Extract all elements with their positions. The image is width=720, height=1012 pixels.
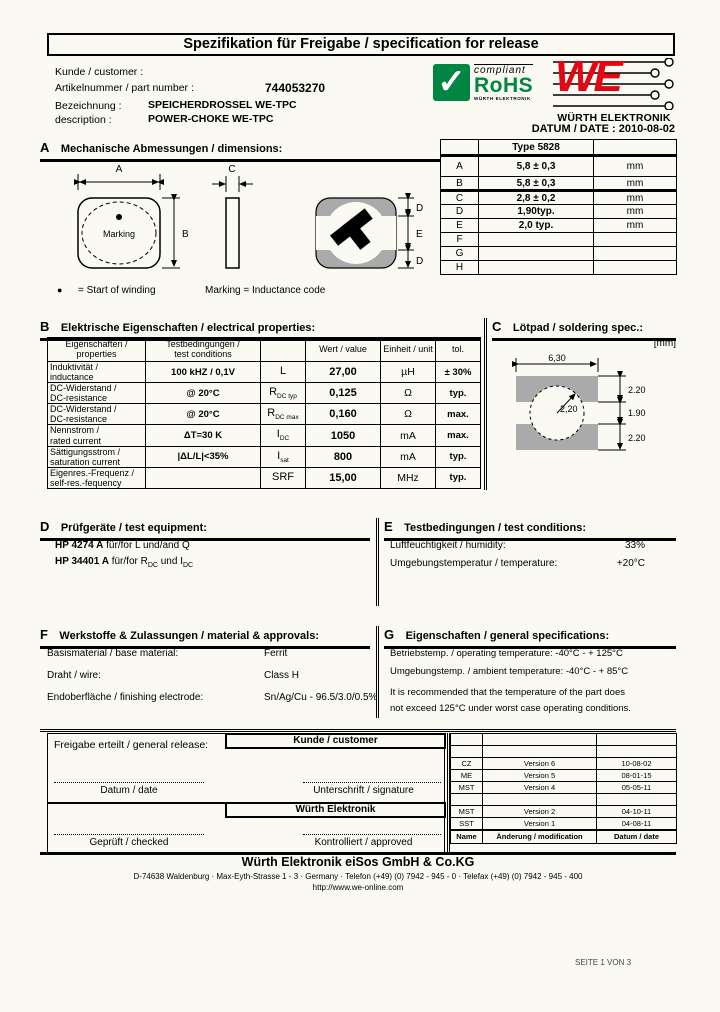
- date-signature-label: Datum / date: [100, 785, 158, 796]
- section-g-divider: [376, 626, 379, 718]
- checked-signature-line[interactable]: [54, 834, 204, 835]
- date-line: [400, 123, 675, 135]
- company-address: D-74638 Waldenburg · Max-Eyth-Strasse 1 - 3 · Germany · Telefon (+49) (0) 7942 - 945 - 0 · Telefax (+49) (0) 7942 - 945 - 400: [133, 872, 583, 881]
- company-name: Würth Elektronik eiSos GmbH & Co.KG: [241, 855, 475, 869]
- mechanical-drawings: [50, 158, 440, 286]
- pad-bottom-dim: 2.20: [628, 433, 646, 443]
- table-row: E 2,0 typ. mm: [441, 219, 677, 233]
- dim-label-e: E: [416, 229, 423, 240]
- release-block: [47, 733, 445, 853]
- section-e-divider: [376, 518, 379, 606]
- section-b-letter: B: [40, 319, 50, 334]
- table-row: [451, 734, 677, 746]
- winding-legend-text: = Start of winding: [78, 285, 156, 296]
- approved-signature-line[interactable]: [303, 834, 441, 835]
- section-f-title: Werkstoffe & Zulassungen / material & approvals:: [59, 630, 319, 642]
- we-brand-text: WÜRTH ELEKTRONIK: [557, 112, 671, 124]
- we-release-header: Würth Elektronik: [225, 802, 446, 818]
- description-value: POWER-CHOKE WE-TPC: [148, 113, 274, 125]
- customer-signature-label: Unterschrift / signature: [313, 785, 414, 796]
- wire-label: Draht / wire:: [47, 670, 101, 681]
- section-f-letter: F: [40, 627, 48, 642]
- table-row: Sättigungsstrom / saturation current |ΔL/L|<35% $I_{sat}$ 800 mA typ.: [48, 446, 481, 467]
- section-c-divider: [484, 318, 487, 490]
- table-row: ME Version 5 08-01-15: [451, 770, 677, 782]
- winding-dot-icon: ●: [57, 285, 63, 295]
- humidity-value: 33%: [624, 540, 645, 551]
- table-row: D 1,90typ. mm: [441, 205, 677, 219]
- designation-label: Bezeichnung :: [55, 100, 122, 112]
- section-c-letter: C: [492, 319, 502, 334]
- solder-pad-drawing: [498, 352, 676, 484]
- table-row: C 2,8 ± 0,2 mm: [441, 191, 677, 205]
- checked-label: Geprüft / checked: [89, 837, 169, 848]
- dim-label-d-top: D: [416, 203, 424, 214]
- test-equipment-line-2: HP 34401 A für/for $R_{DC}$ und $I_{DC}$: [55, 556, 194, 569]
- table-row: F: [441, 233, 677, 247]
- wire-value: Class H: [264, 670, 300, 681]
- part-number-label: Artikelnummer / part number :: [55, 82, 194, 94]
- section-c-title: Lötpad / soldering spec.:: [512, 322, 644, 334]
- approved-label: Kontrolliert / approved: [314, 837, 413, 848]
- description-label: description :: [55, 114, 112, 126]
- pad-width-dim: 6,30: [548, 353, 566, 363]
- dim-label-d-bottom: D: [416, 256, 424, 267]
- bottom-view-drawing: [316, 198, 423, 268]
- table-row: H: [441, 261, 677, 275]
- date-signature-line[interactable]: [54, 782, 204, 783]
- table-row: [451, 746, 677, 758]
- table-row: CZ Version 6 10-08-02: [451, 758, 677, 770]
- rohs-logo: [433, 64, 533, 101]
- electrical-table: [47, 337, 481, 489]
- dimension-table-header-row: [441, 140, 677, 156]
- company-website[interactable]: http://www.we-online.com: [312, 883, 404, 892]
- section-e-letter: E: [384, 519, 393, 534]
- section-g-title: Eigenschaften / general specifications:: [405, 630, 610, 642]
- section-d-title: Prüfgeräte / test equipment:: [60, 522, 207, 534]
- temperature-label: Umgebungstemperatur / temperature:: [390, 558, 558, 569]
- recommendation-line-1: It is recommended that the temperature of the part does: [390, 687, 625, 698]
- electrode-label: Endoberfläche / finishing electrode:: [47, 692, 204, 703]
- section-e-header: [384, 518, 676, 541]
- electrode-value: Sn/Ag/Cu - 96.5/3.0/0.5%: [264, 692, 378, 703]
- table-row: Induktivität / inductance 100 kHZ / 0,1V L 27,00 µH ± 30%: [48, 362, 481, 383]
- type-header: Type 5828: [479, 140, 594, 156]
- date-label: DATUM / DATE :: [531, 123, 616, 135]
- release-top-rule: [40, 729, 676, 732]
- customer-release-header: Kunde / customer: [225, 733, 446, 749]
- part-number-value: 744053270: [265, 81, 326, 95]
- rohs-compliant-text: compliant: [474, 64, 533, 76]
- recommendation-line-2: not exceed 125°C under worst case operating conditions.: [390, 703, 631, 714]
- table-row: SST Version 1 04-08-11: [451, 818, 677, 830]
- dim-label-c: C: [228, 164, 236, 175]
- top-view-drawing: [78, 164, 189, 268]
- side-view-drawing: [212, 164, 253, 268]
- mm-note: [mm]: [653, 338, 676, 349]
- section-a-letter: A: [40, 140, 50, 155]
- rohs-subtitle: WÜRTH ELEKTRONIK: [474, 96, 531, 101]
- table-row: B 5,8 ± 0,3 mm: [441, 177, 677, 191]
- humidity-label: Luftfeuchtigkeit / humidity:: [390, 540, 506, 551]
- dim-label-b: B: [182, 229, 189, 240]
- section-b-title: Elektrische Eigenschaften / electrical properties:: [60, 322, 316, 334]
- dimension-table: [440, 139, 677, 275]
- table-row: Eigenres.-Frequenz / self-res.-fequency SRF 15,00 MHz typ.: [48, 467, 481, 488]
- section-a-title: Mechanische Abmessungen / dimensions:: [60, 143, 283, 155]
- table-row: MST Version 2 04-10-11: [451, 806, 677, 818]
- electrical-table-header-row: Eigenschaften / properties Testbedingungen / test conditions Wert / value Einheit / unit tol.: [48, 338, 481, 362]
- designation-value: SPEICHERDROSSEL WE-TPC: [148, 99, 297, 111]
- version-table: [450, 733, 677, 844]
- base-material-value: Ferrit: [264, 648, 288, 659]
- section-g-header: [384, 626, 676, 649]
- customer-label: Kunde / customer :: [55, 66, 144, 78]
- section-d-letter: D: [40, 519, 50, 534]
- test-equipment-line-1: HP 4274 A für/for L und/and Q: [55, 540, 190, 551]
- dim-label-a: A: [115, 164, 123, 175]
- version-table-footer-row: Name Änderung / modification Datum / date: [451, 830, 677, 844]
- table-row: DC-Widerstand / DC-resistance @ 20°C $R_{DC typ}$ 0,125 Ω typ.: [48, 383, 481, 404]
- table-row: A 5,8 ± 0,3 mm: [441, 156, 677, 177]
- table-row: MST Version 4 05-05-11: [451, 782, 677, 794]
- table-row: G: [441, 247, 677, 261]
- pad-radius-dim: 2,20: [560, 404, 578, 414]
- page-title: Spezifikation für Freigabe / specification for release: [47, 33, 675, 56]
- start-of-winding-dot: [116, 214, 122, 220]
- we-logo-text: WE: [555, 52, 620, 101]
- ambient-temp-line: Umgebungstemp. / ambient temperature: -40°C - + 85°C: [390, 666, 629, 677]
- operating-temp-line: Betriebstemp. / operating temperature: -40°C - + 125°C: [390, 648, 623, 659]
- page-number: SEITE 1 VON 3: [575, 958, 632, 967]
- table-row: [451, 794, 677, 806]
- pad-top-dim: 2.20: [628, 385, 646, 395]
- section-e-title: Testbedingungen / test conditions:: [404, 522, 587, 534]
- table-row: DC-Widerstand / DC-resistance @ 20°C $R_{DC max}$ 0,160 Ω max.: [48, 404, 481, 425]
- marking-label: Marking: [102, 229, 136, 239]
- temperature-value: +20°C: [616, 558, 645, 569]
- pad-gap-dim: 1.90: [628, 408, 646, 418]
- customer-signature-line[interactable]: [303, 782, 441, 783]
- section-g-letter: G: [384, 627, 395, 642]
- date-value: 2010-08-02: [618, 123, 675, 135]
- marking-legend-text: Marking = Inductance code: [205, 285, 326, 296]
- section-d-header: [40, 518, 370, 541]
- table-row: Nennstrom / rated current ΔT=30 K $I_{DC}$ 1050 mA max.: [48, 425, 481, 446]
- we-logo: [553, 52, 675, 110]
- section-f-header: [40, 626, 370, 649]
- rohs-check-icon: ✓: [433, 64, 470, 101]
- general-release-label: Freigabe erteilt / general release:: [54, 739, 209, 751]
- rohs-name: RoHS: [474, 74, 534, 97]
- base-material-label: Basismaterial / base material:: [47, 648, 179, 659]
